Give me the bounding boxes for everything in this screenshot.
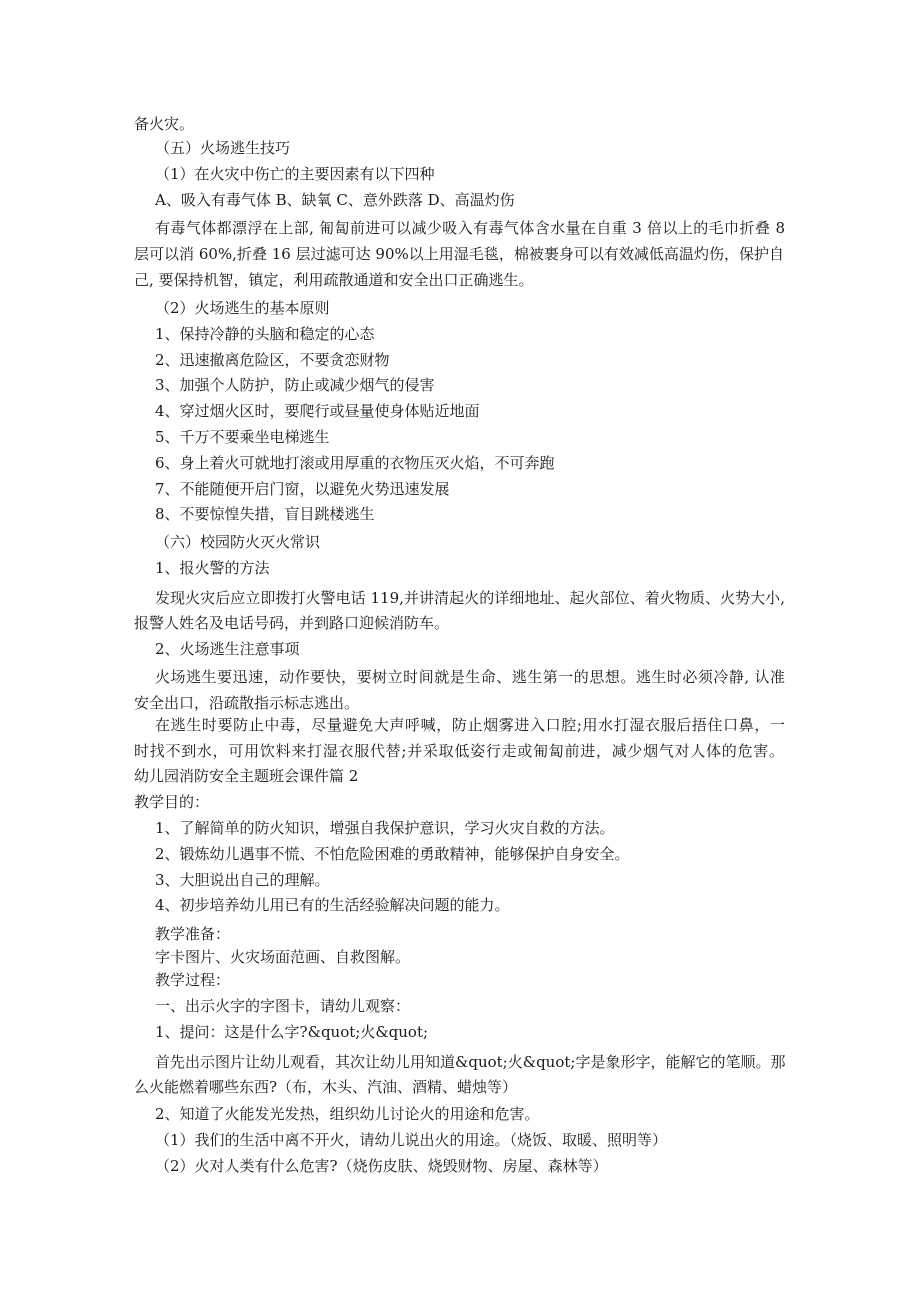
paragraph-line: 首先出示图片让幼儿观看，其次让幼儿用知道&quot;火&quot;字是象形字，能解它的笔顺。那 xyxy=(155,1053,786,1071)
list-item: 3、加强个人防护，防止或减少烟气的侵害 xyxy=(155,376,435,394)
paragraph-line: 发现火灾后应立即拨打火警电话 119,并讲清起火的详细地址、起火部位、着火物质、火势大小, xyxy=(155,589,785,607)
subsection-heading: 一、出示火字的字图卡，请幼儿观察： xyxy=(155,997,411,1015)
list-item: 4、穿过烟火区时，要爬行或昼量使身体贴近地面 xyxy=(155,402,480,420)
list-item: 2、迅速撤离危险区，不要贪恋财物 xyxy=(155,351,390,369)
list-item: 1、提问：这是什么字?&quot;火&quot; xyxy=(155,1023,429,1041)
paragraph-line: 报警人姓名及电话号码，并到路口迎候消防车。 xyxy=(134,614,450,632)
article-title: 幼儿园消防安全主题班会课件篇 2 xyxy=(134,767,359,785)
paragraph-line: 安全出口，沿疏散指示标志逃出。 xyxy=(134,694,360,712)
list-item: 2、知道了火能发光发热，组织幼儿讨论火的用途和危害。 xyxy=(155,1105,540,1123)
paragraph-line: 字卡图片、火灾场面范画、自救图解。 xyxy=(155,948,411,966)
list-item: （1）我们的生活中离不开火，请幼儿说出火的用途。（烧饭、取暖、照明等） xyxy=(155,1131,668,1149)
list-item: 2、锻炼幼儿遇事不慌、不怕危险困难的勇敢精神，能够保护自身安全。 xyxy=(155,845,630,863)
list-item: 5、千万不要乘坐电梯逃生 xyxy=(155,428,330,446)
section-heading: （五）火场逃生技巧 xyxy=(155,139,291,157)
list-item: 6、身上着火可就地打滚或用厚重的衣物压灭火焰，不可奔跑 xyxy=(155,454,555,472)
list-item: 8、不要惊惶失措，盲目跳楼逃生 xyxy=(155,505,375,523)
paragraph-line: 层可以消 60%,折叠 16 层过滤可达 90%以上用湿毛毯，棉被裹身可以有效减低高温灼伤，保护自 xyxy=(134,245,784,263)
list-item: 4、初步培养幼儿用已有的生活经验解决问题的能力。 xyxy=(155,896,510,914)
paragraph-line: 有毒气体都漂浮在上部, 匍匐前进可以减少吸入有毒气体含水量在自重 3 倍以上的毛巾折叠 8 xyxy=(155,219,785,237)
paragraph-line: 火场逃生要迅速，动作要快，要树立时间就是生命、逃生第一的思想。逃生时必须冷静, 认准 xyxy=(155,668,785,686)
paragraph-line: 时找不到水，可用饮料来打湿衣服代替;并采取低姿行走或匍匐前进，减少烟气对人体的危害。 xyxy=(134,742,784,760)
section-heading: 教学目的： xyxy=(134,793,210,811)
section-heading: 教学过程： xyxy=(155,971,231,989)
subsection-heading: （1）在火灾中伤亡的主要因素有以下四种 xyxy=(155,165,435,183)
subsection-heading: 2、火场逃生注意事项 xyxy=(155,640,300,658)
paragraph-line: A、吸入有毒气体 B、缺氧 C、意外跌落 D、高温灼伤 xyxy=(155,191,515,209)
list-item: （2）火对人类有什么危害?（烧伤皮肤、烧毁财物、房屋、森林等） xyxy=(155,1157,608,1175)
paragraph-line: 么火能燃着哪些东西?（布，木头、汽油、酒精、蜡烛等） xyxy=(134,1078,518,1096)
subsection-heading: 1、报火警的方法 xyxy=(155,559,270,577)
section-heading: （六）校园防火灭火常识 xyxy=(155,533,321,551)
paragraph-line: 备火灾。 xyxy=(134,115,195,133)
subsection-heading: （2）火场逃生的基本原则 xyxy=(155,299,330,317)
paragraph-line: 在逃生时要防止中毒，尽量避免大声呼喊，防止烟雾进入口腔;用水打湿衣服后捂住口鼻，一 xyxy=(155,716,785,734)
list-item: 1、保持冷静的头脑和稳定的心态 xyxy=(155,325,375,343)
list-item: 1、了解简单的防火知识，增强自我保护意识，学习火灾自救的方法。 xyxy=(155,819,615,837)
paragraph-line: 己, 要保持机智，镇定，利用疏散通道和安全出口正确逃生。 xyxy=(134,271,534,289)
list-item: 7、不能随便开启门窗，以避免火势迅速发展 xyxy=(155,480,450,498)
list-item: 3、大胆说出自己的理解。 xyxy=(155,871,330,889)
section-heading: 教学准备： xyxy=(155,925,231,943)
